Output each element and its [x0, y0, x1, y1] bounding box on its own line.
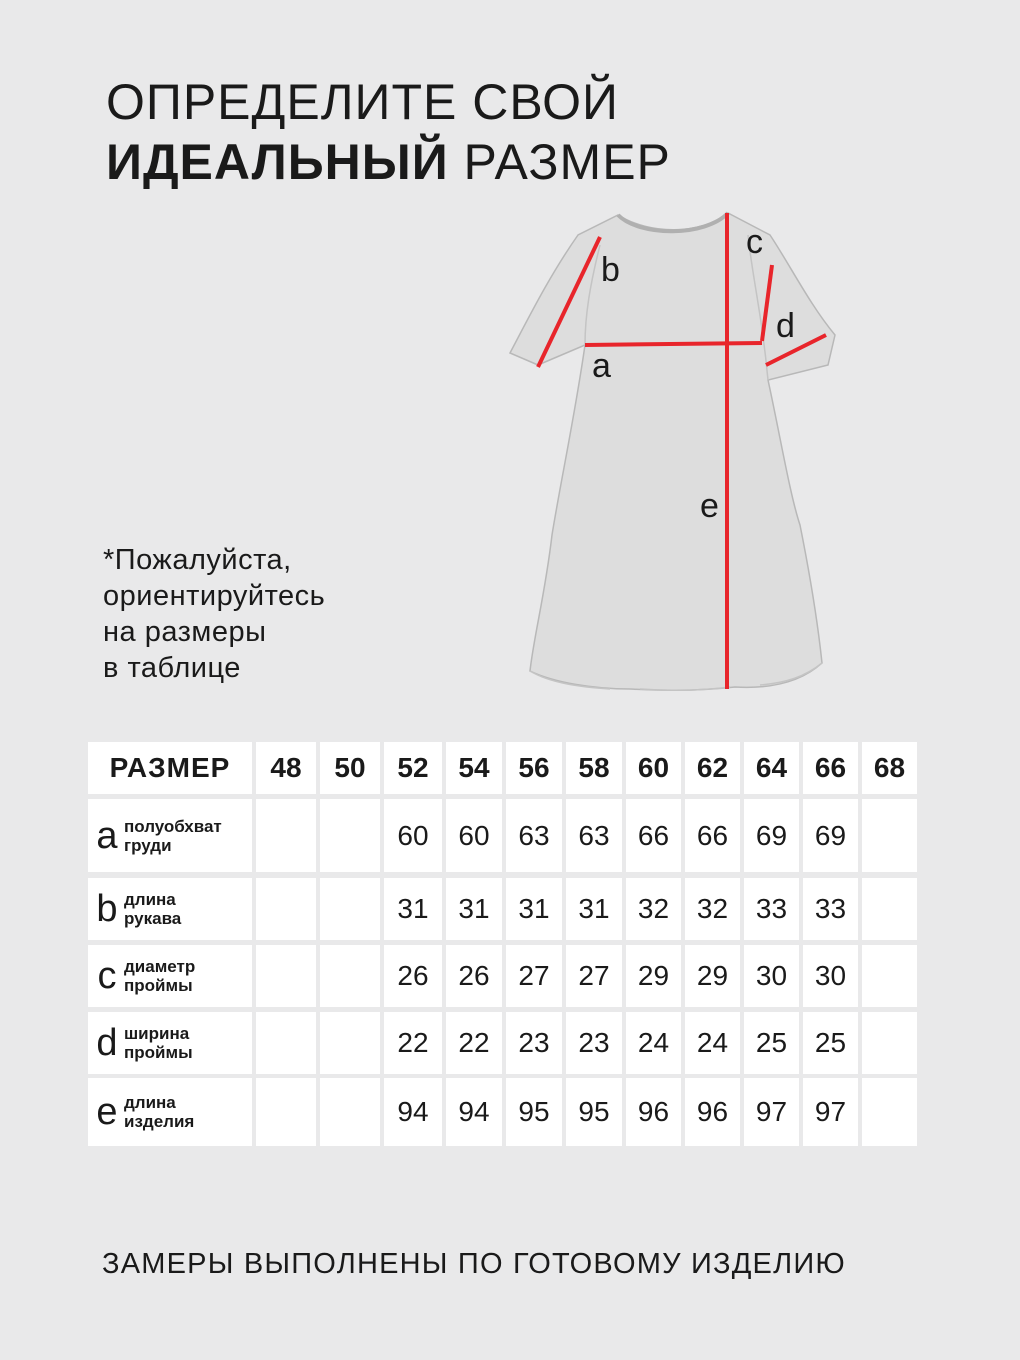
measurement-letter: c [97, 955, 117, 997]
measurement-letter: d [96, 1022, 118, 1064]
value-cell: 26 [446, 945, 502, 1007]
value-cell: 22 [446, 1012, 502, 1074]
size-note [103, 542, 325, 686]
value-cell: 27 [566, 945, 622, 1007]
value-cell [256, 1012, 316, 1074]
measurement-name [124, 1024, 193, 1062]
measurement-label-cell [88, 878, 252, 940]
value-cell: 32 [685, 878, 740, 940]
value-cell [862, 878, 917, 940]
value-cell: 22 [384, 1012, 442, 1074]
value-cell: 33 [803, 878, 858, 940]
value-cell [256, 1078, 316, 1146]
table-header-row [88, 742, 916, 794]
value-cell: 60 [446, 799, 502, 872]
footer-note: ЗАМЕРЫ ВЫПОЛНЕНЫ ПО ГОТОВОМУ ИЗДЕЛИЮ [102, 1248, 846, 1280]
measurement-label-cell [88, 945, 252, 1007]
measurement-name-line: диаметр [124, 957, 196, 976]
measurement-name [124, 1093, 194, 1131]
value-cell: 69 [803, 799, 858, 872]
note-line: в таблице [103, 652, 241, 684]
value-cell: 66 [626, 799, 681, 872]
value-cell: 31 [566, 878, 622, 940]
header-size-cell: 62 [685, 742, 740, 794]
diagram-label-d: d [776, 307, 795, 345]
measurement-name-line: рукава [124, 909, 182, 928]
value-cell: 96 [626, 1078, 681, 1146]
diagram-label-c: c [746, 223, 763, 261]
measurement-name-line: длина [124, 890, 176, 909]
title-line-2 [106, 132, 671, 192]
value-cell [320, 1078, 380, 1146]
value-cell: 24 [626, 1012, 681, 1074]
value-cell: 24 [685, 1012, 740, 1074]
value-cell [320, 1012, 380, 1074]
value-cell [862, 945, 917, 1007]
measurement-name-line: ширина [124, 1024, 190, 1043]
value-cell: 31 [384, 878, 442, 940]
note-line: на размеры [103, 616, 267, 648]
value-cell: 60 [384, 799, 442, 872]
value-cell: 25 [744, 1012, 799, 1074]
value-cell: 96 [685, 1078, 740, 1146]
value-cell: 27 [506, 945, 562, 1007]
measurement-name-line: проймы [124, 976, 193, 995]
value-cell: 95 [566, 1078, 622, 1146]
value-cell: 31 [446, 878, 502, 940]
value-cell: 94 [446, 1078, 502, 1146]
value-cell: 63 [566, 799, 622, 872]
measurement-name-line: изделия [124, 1112, 195, 1131]
value-cell [862, 1078, 917, 1146]
value-cell: 26 [384, 945, 442, 1007]
table-row [88, 799, 916, 872]
value-cell: 97 [744, 1078, 799, 1146]
value-cell: 25 [803, 1012, 858, 1074]
table-row [88, 945, 916, 1007]
measurement-name [124, 957, 195, 995]
value-cell: 23 [566, 1012, 622, 1074]
title-bold-word: ИДЕАЛЬНЫЙ [106, 134, 449, 190]
measurement-label-cell [88, 1078, 252, 1146]
value-cell: 29 [626, 945, 681, 1007]
diagram-label-a: a [592, 347, 611, 385]
title-line-1: ОПРЕДЕЛИТЕ СВОЙ [106, 74, 619, 130]
header-size-cell: 68 [862, 742, 917, 794]
value-cell [862, 799, 917, 872]
value-cell [256, 878, 316, 940]
title-rest: РАЗМЕР [448, 134, 671, 190]
header-size-cell: 66 [803, 742, 858, 794]
value-cell: 30 [803, 945, 858, 1007]
header-size-cell: 64 [744, 742, 799, 794]
dress-measurement-diagram [490, 195, 850, 705]
measure-line-a [585, 343, 762, 345]
header-size-cell: 56 [506, 742, 562, 794]
value-cell: 29 [685, 945, 740, 1007]
value-cell: 63 [506, 799, 562, 872]
value-cell: 94 [384, 1078, 442, 1146]
value-cell [320, 945, 380, 1007]
value-cell [256, 799, 316, 872]
value-cell: 69 [744, 799, 799, 872]
value-cell: 23 [506, 1012, 562, 1074]
header-size-label: РАЗМЕР [88, 742, 252, 794]
value-cell: 31 [506, 878, 562, 940]
measurement-letter: e [96, 1091, 118, 1133]
measurement-name [124, 817, 222, 855]
measurement-label-cell [88, 799, 252, 872]
note-line: ориентируйтесь [103, 580, 326, 612]
dress-silhouette [510, 213, 835, 690]
measurement-name [124, 890, 181, 928]
table-row [88, 878, 916, 940]
page-title [106, 72, 671, 192]
value-cell: 32 [626, 878, 681, 940]
header-size-cell: 52 [384, 742, 442, 794]
value-cell: 97 [803, 1078, 858, 1146]
value-cell: 66 [685, 799, 740, 872]
measurement-name-line: длина [124, 1093, 176, 1112]
value-cell: 95 [506, 1078, 562, 1146]
note-line: *Пожалуйста, [103, 544, 292, 576]
value-cell: 30 [744, 945, 799, 1007]
value-cell [256, 945, 316, 1007]
measurement-name-line: груди [124, 835, 172, 855]
value-cell [862, 1012, 917, 1074]
diagram-label-b: b [601, 251, 620, 289]
value-cell [320, 878, 380, 940]
header-size-cell: 54 [446, 742, 502, 794]
measurement-label-cell [88, 1012, 252, 1074]
header-size-cell: 50 [320, 742, 380, 794]
measurement-name-line: проймы [124, 1043, 193, 1062]
table-row [88, 1078, 916, 1146]
header-size-cell: 48 [256, 742, 316, 794]
header-size-cell: 58 [566, 742, 622, 794]
diagram-label-e: e [700, 487, 719, 525]
table-row [88, 1012, 916, 1074]
measurement-letter: a [96, 814, 118, 857]
measurement-letter: b [96, 888, 118, 930]
header-size-cell: 60 [626, 742, 681, 794]
value-cell [320, 799, 380, 872]
size-table [88, 742, 916, 1146]
measurement-name-line: полуобхват [124, 816, 222, 836]
value-cell: 33 [744, 878, 799, 940]
